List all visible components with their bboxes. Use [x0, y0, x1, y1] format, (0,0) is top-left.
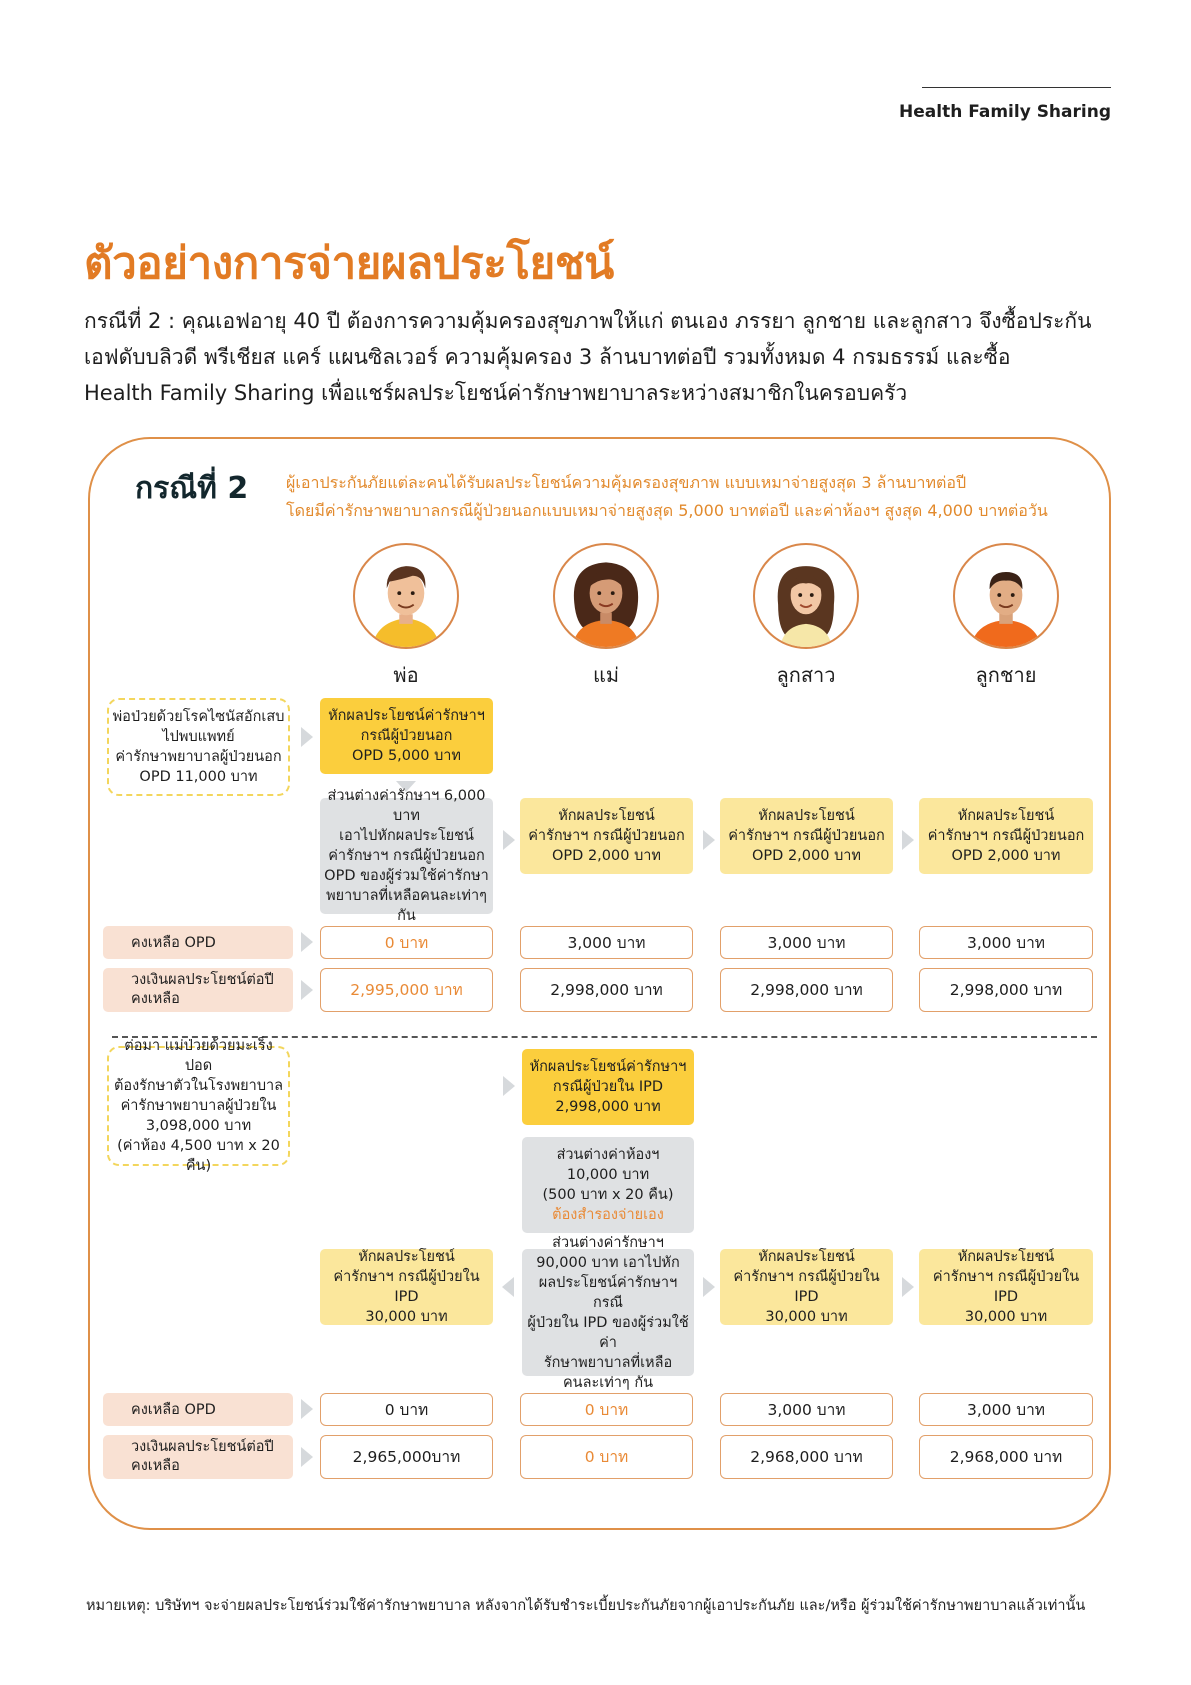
arrow-right-icon	[301, 980, 313, 1000]
scenario-line: พ่อป่วยด้วยโรคไซนัสอักเสบ	[112, 709, 285, 725]
arrow-right-icon	[902, 1277, 914, 1297]
arrow-right-icon	[503, 1076, 515, 1096]
scenario-line: 3,098,000 บาท	[145, 1118, 252, 1134]
annual-limit-son: 2,998,000 บาท	[919, 968, 1093, 1012]
opd-remaining-daughter: 3,000 บาท	[720, 1393, 893, 1426]
member-name-daughter: ลูกสาว	[776, 663, 836, 687]
case-desc-line: ผู้เอาประกันภัยแต่ละคนได้รับผลประโยชน์ความคุ้มครองสุขภาพ แบบเหมาจ่ายสูงสุด 3 ล้านบาทต่อปี	[286, 473, 967, 492]
annual-limit-label	[103, 968, 293, 1012]
box-line: 30,000 บาท	[765, 1309, 848, 1325]
label-line: คงเหลือ	[131, 991, 180, 1007]
son-avatar-icon	[953, 543, 1059, 649]
box-line: เอาไปหักผลประโยชน์	[339, 828, 474, 844]
arrow-right-icon	[503, 830, 515, 850]
box-line: รักษาพยาบาลที่เหลือ	[543, 1354, 673, 1371]
box-line: 10,000 บาท	[566, 1167, 650, 1183]
box-line: OPD 2,000 บาท	[951, 848, 1061, 864]
annual-limit-son: 2,968,000 บาท	[919, 1435, 1093, 1479]
box-line: ค่ารักษาฯ กรณีผู้ป่วยใน IPD	[733, 1269, 880, 1305]
scenario-line: ไปพบแพทย์	[162, 729, 235, 745]
box-line: ค่ารักษาฯ กรณีผู้ป่วยนอก	[927, 828, 1085, 844]
box-line: OPD ของผู้ร่วมใช้ค่ารักษา	[324, 868, 489, 884]
label-line: คงเหลือ	[131, 1458, 180, 1474]
opd-remaining-son: 3,000 บาท	[919, 1393, 1093, 1426]
member-name-son: ลูกชาย	[975, 663, 1037, 687]
header-label: Health Family Sharing	[899, 102, 1111, 122]
mother-opd-deduct-box	[520, 798, 693, 874]
box-line: 30,000 บาท	[964, 1309, 1048, 1325]
scenario-line: ต้องรักษาตัวในโรงพยาบาล	[113, 1078, 284, 1094]
box-line: 30,000 บาท	[365, 1309, 448, 1325]
box-line: ค่ารักษาฯ กรณีผู้ป่วยนอก	[328, 848, 485, 864]
opd-remaining-father: 0 บาท	[320, 1393, 493, 1426]
daughter-ipd-deduct-box	[720, 1249, 893, 1325]
case-title: กรณีที่ 2	[135, 471, 249, 506]
box-line: OPD 2,000 บาท	[552, 848, 661, 864]
mother-ipd-deduct-box	[522, 1049, 694, 1125]
annual-limit-daughter: 2,968,000 บาท	[720, 1435, 893, 1479]
intro-line: กรณีที่ 2 : คุณเอฟอายุ 40 ปี ต้องการความคุ้มครองสุขภาพให้แก่ ตนเอง ภรรยา ลูกชาย และลูกสาว จึงซื้อประกัน	[84, 309, 1092, 333]
box-line: กรณีผู้ป่วยใน IPD	[552, 1079, 664, 1095]
opd-remaining-label: คงเหลือ OPD	[103, 1393, 293, 1426]
daughter-opd-deduct-box	[720, 798, 893, 874]
arrow-right-icon	[703, 830, 715, 850]
son-ipd-deduct-box	[919, 1249, 1093, 1325]
header-rule	[922, 87, 1111, 88]
label-line: วงเงินผลประโยชน์ต่อปี	[131, 972, 274, 988]
box-line: ค่ารักษาฯ กรณีผู้ป่วยใน IPD	[932, 1269, 1080, 1305]
arrow-right-icon	[301, 932, 313, 952]
arrow-right-icon	[301, 1447, 313, 1467]
case-description	[286, 469, 1048, 525]
annual-limit-label	[103, 1435, 293, 1479]
box-line: ค่ารักษาฯ กรณีผู้ป่วยนอก	[528, 828, 685, 844]
scenario-mother-box	[107, 1038, 290, 1174]
arrow-right-icon	[902, 830, 914, 850]
box-line: หักผลประโยชน์	[957, 808, 1055, 824]
case-desc-line: โดยมีค่ารักษาพยาบาลกรณีผู้ป่วยนอกแบบเหมาจ่ายสูงสุด 5,000 บาทต่อปี และค่าห้องฯ สูงสุด 4,000 บาทต่อวัน	[286, 501, 1048, 520]
page-title: ตัวอย่างการจ่ายผลประโยชน์	[84, 238, 614, 289]
footnote: หมายเหตุ: บริษัทฯ จะจ่ายผลประโยชน์ร่วมใช้ค่ารักษาพยาบาล หลังจากได้รับชำระเบี้ยประกันภัยจากผู้เอาประกันภัย และ/หรือ ผู้ร่วมใช้ค่ารักษาพยาบาลแล้วเท่านั้น	[86, 1598, 1086, 1614]
box-line: 90,000 บาท เอาไปหัก	[536, 1254, 680, 1271]
intro-line: เอฟดับบลิวดี พรีเชียส แคร์ แผนซิลเวอร์ ความคุ้มครอง 3 ล้านบาทต่อปี รวมทั้งหมด 4 กรมธรรม์ และซื้อ	[84, 345, 1011, 369]
box-line: คนละเท่าๆ กัน	[562, 1374, 654, 1391]
box-line: หักผลประโยชน์	[758, 808, 855, 824]
opd-remaining-mother: 0 บาท	[520, 1393, 693, 1426]
member-name-mother: แม่	[592, 663, 620, 687]
scenario-line: OPD 11,000 บาท	[139, 769, 258, 785]
scenario-line: ค่ารักษาพยาบาลผู้ป่วยนอก	[115, 749, 282, 765]
room-diff-box	[522, 1137, 694, 1233]
father-ipd-deduct-box	[320, 1249, 493, 1325]
arrow-right-icon	[703, 1277, 715, 1297]
annual-limit-mother: 2,998,000 บาท	[520, 968, 693, 1012]
self-pay-note: ต้องสำรองจ่ายเอง	[552, 1207, 664, 1223]
opd-remaining-label: คงเหลือ OPD	[103, 926, 293, 959]
box-line: ผู้ป่วยใน IPD ของผู้ร่วมใช้ค่า	[527, 1314, 689, 1351]
box-line: OPD 5,000 บาท	[352, 748, 461, 764]
box-line: ค่ารักษาฯ กรณีผู้ป่วยใน IPD	[333, 1269, 480, 1305]
opd-remaining-father: 0 บาท	[320, 926, 493, 959]
box-line: หักผลประโยชน์	[358, 1249, 455, 1265]
arrow-right-icon	[301, 727, 313, 747]
father-opd-deduct-box	[320, 698, 493, 774]
mother-ipd-diff-box	[522, 1234, 694, 1391]
scenario-father-box	[107, 698, 290, 796]
opd-remaining-son: 3,000 บาท	[919, 926, 1093, 959]
annual-limit-daughter: 2,998,000 บาท	[720, 968, 893, 1012]
annual-limit-father: 2,995,000 บาท	[320, 968, 493, 1012]
box-line: หักผลประโยชน์ค่ารักษาฯ	[328, 708, 485, 724]
daughter-avatar-icon	[753, 543, 859, 649]
father-avatar-icon	[353, 543, 459, 649]
intro-paragraph	[84, 303, 1112, 411]
box-line: ส่วนต่างค่าห้องฯ	[556, 1147, 660, 1163]
scenario-line: (ค่าห้อง 4,500 บาท x 20 คืน)	[117, 1138, 280, 1174]
box-line: 2,998,000 บาท	[555, 1099, 661, 1115]
opd-remaining-daughter: 3,000 บาท	[720, 926, 893, 959]
box-line: พยาบาลที่เหลือคนละเท่าๆ กัน	[326, 888, 487, 924]
opd-remaining-mother: 3,000 บาท	[520, 926, 693, 959]
member-name-father: พ่อ	[393, 663, 419, 687]
annual-limit-father: 2,965,000บาท	[320, 1435, 493, 1479]
box-line: (500 บาท x 20 คืน)	[542, 1187, 674, 1203]
box-line: ผลประโยชน์ค่ารักษาฯ กรณี	[538, 1274, 678, 1311]
box-line: กรณีผู้ป่วยนอก	[360, 728, 453, 744]
arrow-right-icon	[301, 1399, 313, 1419]
box-line: หักผลประโยชน์	[758, 1249, 855, 1265]
scenario-line: ค่ารักษาพยาบาลผู้ป่วยใน	[120, 1098, 277, 1114]
son-opd-deduct-box	[919, 798, 1093, 874]
label-line: วงเงินผลประโยชน์ต่อปี	[131, 1439, 274, 1455]
annual-limit-mother: 0 บาท	[520, 1435, 693, 1479]
scenario-line: ต่อมา แม่ป่วยด้วยมะเร็งปอด	[124, 1038, 273, 1074]
box-line: ค่ารักษาฯ กรณีผู้ป่วยนอก	[728, 828, 885, 844]
box-line: หักผลประโยชน์ค่ารักษาฯ	[529, 1059, 687, 1075]
arrow-left-icon	[502, 1277, 514, 1297]
box-line: หักผลประโยชน์	[957, 1249, 1055, 1265]
box-line: OPD 2,000 บาท	[752, 848, 861, 864]
mother-avatar-icon	[553, 543, 659, 649]
box-line: ส่วนต่างค่ารักษาฯ 6,000 บาท	[327, 788, 486, 824]
father-opd-diff-box	[320, 788, 493, 924]
box-line: หักผลประโยชน์	[558, 808, 655, 824]
intro-line: Health Family Sharing เพื่อแชร์ผลประโยชน์ค่ารักษาพยาบาลระหว่างสมาชิกในครอบครัว	[84, 381, 908, 405]
box-line: ส่วนต่างค่ารักษาฯ	[552, 1234, 664, 1251]
